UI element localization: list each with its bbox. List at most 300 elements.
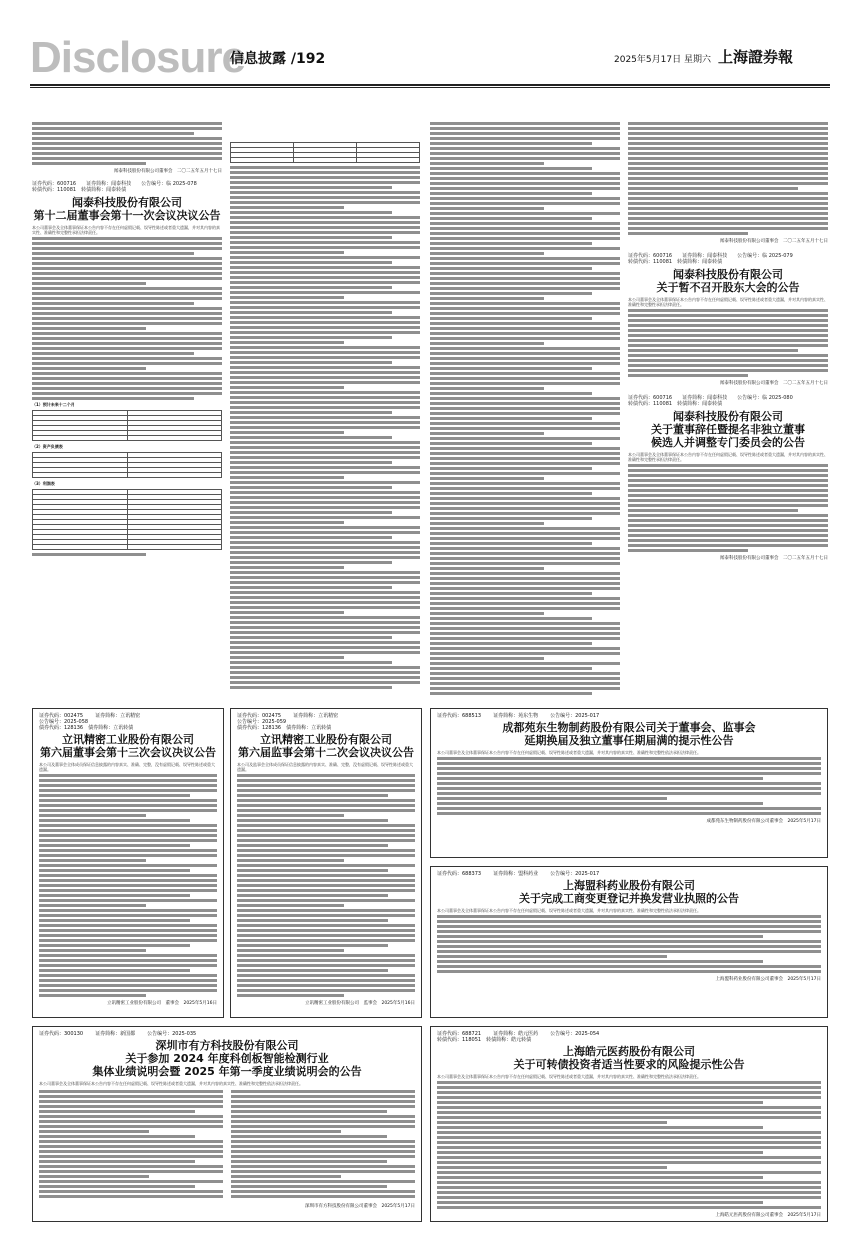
text-line bbox=[430, 587, 620, 590]
signature: 上海盟科药业股份有限公司董事会 2025年5月17日 bbox=[715, 977, 821, 982]
text-line bbox=[230, 521, 344, 524]
text-line bbox=[39, 1130, 149, 1133]
text-line bbox=[39, 1115, 223, 1118]
text-line bbox=[230, 291, 420, 294]
text-line bbox=[230, 346, 420, 349]
text-line bbox=[430, 212, 620, 215]
text-line bbox=[430, 612, 544, 615]
text-line bbox=[430, 372, 620, 375]
text-line bbox=[430, 282, 620, 285]
text-line bbox=[39, 844, 190, 847]
text-line bbox=[430, 537, 620, 540]
signature: 闻泰科技股份有限公司董事会 二〇二五年五月十七日 bbox=[720, 239, 828, 244]
text-line bbox=[430, 477, 544, 480]
text-line bbox=[39, 859, 146, 862]
text-line bbox=[39, 794, 190, 797]
text-line bbox=[437, 1146, 821, 1149]
headline: 成都苑东生物制药股份有限公司关于董事会、监事会 延期换届及独立董事任期届满的提示性公告 bbox=[502, 721, 756, 747]
text-line bbox=[430, 317, 592, 320]
text-line bbox=[430, 592, 592, 595]
text-line bbox=[237, 949, 344, 952]
text-line bbox=[430, 557, 620, 560]
text-line bbox=[230, 681, 420, 684]
text-line bbox=[231, 1170, 415, 1173]
text-line bbox=[230, 166, 420, 169]
text-line bbox=[237, 839, 415, 842]
signature: 上海皓元医药股份有限公司董事会 2025年5月17日 bbox=[715, 1213, 821, 1218]
issue-date: 2025年5月17日 星期六 bbox=[614, 55, 711, 65]
text-line bbox=[39, 989, 217, 992]
text-line bbox=[430, 377, 620, 380]
text-line bbox=[437, 1081, 821, 1084]
text-line bbox=[430, 672, 620, 675]
text-line bbox=[430, 582, 620, 585]
text-line bbox=[230, 566, 344, 569]
table-caption: （1）预计未来十二个月 bbox=[32, 402, 75, 407]
text-line bbox=[430, 552, 620, 555]
text-line bbox=[430, 422, 620, 425]
text-line bbox=[230, 406, 420, 409]
text-line bbox=[231, 1155, 415, 1158]
text-line bbox=[230, 491, 420, 494]
headline: 闻泰科技股份有限公司 关于董事辞任暨提名非独立董事 候选人并调整专门委员会的公告 bbox=[651, 410, 805, 449]
text-line bbox=[430, 252, 544, 255]
signature: 闻泰科技股份有限公司董事会 二〇二五年五月十七日 bbox=[114, 169, 222, 174]
text-line bbox=[231, 1165, 415, 1168]
text-line bbox=[231, 1180, 415, 1183]
text-line bbox=[230, 676, 420, 679]
text-line bbox=[231, 1120, 415, 1123]
table-caption: （2）资产负债表 bbox=[32, 444, 63, 449]
stock-codes: 证券代码：688373 证券简称：盟科药业 公告编号：2025-017 bbox=[437, 871, 600, 877]
text-line bbox=[437, 1191, 821, 1194]
text-line bbox=[39, 774, 217, 777]
text-line bbox=[437, 1201, 763, 1204]
text-line bbox=[39, 964, 217, 967]
text-line bbox=[430, 332, 620, 335]
text-line bbox=[430, 312, 620, 315]
text-line bbox=[230, 391, 420, 394]
announcement-wingtech-board-resolution bbox=[32, 120, 222, 700]
signature: 立讯精密工业股份有限公司 董事会 2025年5月16日 bbox=[106, 1001, 217, 1006]
text-line bbox=[437, 1111, 821, 1114]
text-line bbox=[430, 692, 592, 695]
text-line bbox=[230, 231, 420, 234]
text-line bbox=[39, 919, 190, 922]
text-line bbox=[430, 437, 620, 440]
text-line bbox=[437, 757, 821, 760]
text-line bbox=[430, 572, 620, 575]
text-line bbox=[230, 451, 420, 454]
text-line bbox=[237, 849, 415, 852]
text-line bbox=[39, 789, 217, 792]
text-line bbox=[430, 152, 620, 155]
text-line bbox=[437, 1091, 821, 1094]
text-line bbox=[437, 1206, 821, 1209]
text-line bbox=[39, 939, 217, 942]
text-line bbox=[430, 547, 620, 550]
text-line bbox=[39, 1180, 223, 1183]
text-line bbox=[230, 546, 420, 549]
text-line bbox=[437, 1086, 821, 1089]
text-line bbox=[230, 561, 392, 564]
text-line bbox=[437, 1171, 821, 1174]
brand-logo: Disclosure bbox=[30, 33, 245, 82]
headline: 闻泰科技股份有限公司 第十二届董事会第十一次会议决议公告 bbox=[33, 196, 221, 222]
text-line bbox=[430, 157, 620, 160]
text-line bbox=[437, 1176, 763, 1179]
text-line bbox=[39, 784, 217, 787]
text-line bbox=[39, 1150, 223, 1153]
text-line bbox=[39, 979, 217, 982]
stock-codes: 证券代码：300130 证券简称：新国都 公告编号：2025-035 bbox=[39, 1031, 197, 1037]
text-line bbox=[230, 186, 392, 189]
text-line bbox=[430, 517, 592, 520]
text-line bbox=[39, 944, 190, 947]
text-line bbox=[430, 352, 620, 355]
text-line bbox=[430, 507, 620, 510]
stock-codes: 证券代码：002475 证券简称：立讯精密 公告编号：2025-059 债券代码：128136 债券简称：立讯转债 bbox=[237, 713, 339, 731]
text-line bbox=[430, 297, 544, 300]
text-line bbox=[430, 392, 592, 395]
text-line bbox=[237, 869, 388, 872]
text-line bbox=[230, 526, 420, 529]
text-line bbox=[230, 611, 344, 614]
text-line bbox=[430, 432, 544, 435]
text-line bbox=[39, 1175, 149, 1178]
text-line bbox=[430, 127, 620, 130]
text-line bbox=[430, 522, 544, 525]
text-line bbox=[430, 502, 620, 505]
text-line bbox=[237, 909, 415, 912]
board-notice: 本公司董事会及全体董事保证本公告内容不存在任何虚假记载、误导性陈述或者重大遗漏，并对其内容的真实性、准确性和完整性依法承担法律责任。 bbox=[437, 908, 701, 913]
text-line bbox=[237, 804, 415, 807]
text-line bbox=[39, 1155, 223, 1158]
text-line bbox=[430, 412, 620, 415]
text-line bbox=[430, 242, 592, 245]
text-line bbox=[39, 984, 217, 987]
board-notice: 本公司董事会及全体董事保证本公告内容不存在任何虚假记载、误导性陈述或者重大遗漏，并对其内容的真实性、准确性和完整性承担法律责任。 bbox=[628, 452, 828, 462]
text-line bbox=[430, 647, 620, 650]
text-line bbox=[231, 1110, 387, 1113]
text-line bbox=[437, 1101, 763, 1104]
text-line bbox=[39, 1120, 223, 1123]
text-line bbox=[430, 347, 620, 350]
text-line bbox=[230, 206, 344, 209]
text-line bbox=[430, 397, 620, 400]
text-line bbox=[430, 322, 620, 325]
text-line bbox=[430, 247, 620, 250]
text-line bbox=[437, 965, 821, 968]
text-line bbox=[230, 341, 344, 344]
text-line bbox=[237, 934, 415, 937]
signature: 闻泰科技股份有限公司董事会 二〇二五年五月十七日 bbox=[720, 381, 828, 386]
paper-name: 上海證券報 bbox=[718, 48, 794, 66]
text-line bbox=[39, 1165, 223, 1168]
text-line bbox=[437, 1151, 763, 1154]
text-line bbox=[430, 327, 620, 330]
body-text bbox=[32, 122, 222, 165]
text-line bbox=[230, 581, 420, 584]
text-line bbox=[237, 824, 415, 827]
text-line bbox=[230, 251, 344, 254]
text-line bbox=[237, 959, 415, 962]
text-line bbox=[437, 960, 763, 963]
text-line bbox=[430, 617, 592, 620]
headline: 闻泰科技股份有限公司 关于暂不召开股东大会的公告 bbox=[656, 268, 800, 294]
board-notice: 本公司董事会及全体董事保证本公告内容不存在任何虚假记载、误导性陈述或者重大遗漏，并对其内容的真实性、准确性和完整性依法承担法律责任。 bbox=[39, 1081, 303, 1086]
text-line bbox=[430, 577, 620, 580]
text-line bbox=[231, 1190, 415, 1193]
text-line bbox=[39, 819, 190, 822]
text-line bbox=[230, 396, 420, 399]
text-line bbox=[430, 677, 620, 680]
text-line bbox=[437, 802, 763, 805]
text-line bbox=[430, 232, 620, 235]
text-line bbox=[230, 401, 420, 404]
board-notice: 本公司董事会及全体董事保证本公告内容不存在任何虚假记载、误导性陈述或者重大遗漏，并对其内容的真实性、准确性和完整性依法承担法律责任。 bbox=[437, 1074, 701, 1079]
text-line bbox=[437, 1136, 821, 1139]
text-line bbox=[230, 461, 392, 464]
text-line bbox=[230, 176, 420, 179]
signature: 深圳市有方科技股份有限公司董事会 2025年5月17日 bbox=[304, 1204, 415, 1209]
text-line bbox=[430, 467, 592, 470]
board-notice: 本公司董事会及全体董事保证本公告内容不存在任何虚假记载、误导性陈述或者重大遗漏，并对其内容的真实性、准确性和完整性承担法律责任。 bbox=[32, 225, 220, 235]
text-line bbox=[430, 182, 620, 185]
text-line bbox=[237, 844, 388, 847]
text-line bbox=[430, 272, 620, 275]
text-line bbox=[230, 591, 420, 594]
text-line bbox=[237, 969, 388, 972]
text-line bbox=[237, 929, 415, 932]
text-line bbox=[39, 1100, 223, 1103]
text-line bbox=[230, 596, 420, 599]
text-line bbox=[430, 187, 620, 190]
text-line bbox=[230, 576, 420, 579]
text-line bbox=[230, 531, 420, 534]
text-line bbox=[437, 920, 821, 923]
text-line bbox=[230, 411, 392, 414]
text-line bbox=[39, 1125, 223, 1128]
text-line bbox=[231, 1140, 415, 1143]
text-line bbox=[237, 974, 415, 977]
text-line bbox=[237, 979, 415, 982]
text-line bbox=[230, 216, 420, 219]
text-line bbox=[430, 307, 620, 310]
text-line bbox=[230, 301, 420, 304]
text-line bbox=[430, 632, 620, 635]
text-line bbox=[430, 492, 592, 495]
text-line bbox=[230, 606, 420, 609]
text-line bbox=[230, 326, 420, 329]
text-line bbox=[237, 994, 344, 997]
text-line bbox=[430, 597, 620, 600]
text-line bbox=[430, 197, 620, 200]
text-line bbox=[437, 1156, 821, 1159]
text-line bbox=[39, 1110, 195, 1113]
text-line bbox=[230, 441, 420, 444]
text-line bbox=[230, 331, 420, 334]
text-line bbox=[437, 1121, 667, 1124]
headline: 立讯精密工业股份有限公司 第六届监事会第十二次会议决议公告 bbox=[238, 733, 414, 759]
text-line bbox=[230, 466, 420, 469]
text-line bbox=[230, 426, 420, 429]
text-line bbox=[430, 132, 620, 135]
text-line bbox=[237, 989, 415, 992]
text-line bbox=[430, 177, 620, 180]
text-line bbox=[39, 899, 217, 902]
text-line bbox=[430, 262, 620, 265]
text-line bbox=[39, 869, 190, 872]
text-line bbox=[39, 889, 217, 892]
text-line bbox=[39, 929, 217, 932]
text-line bbox=[237, 859, 344, 862]
text-line bbox=[230, 501, 420, 504]
text-line bbox=[231, 1195, 415, 1198]
text-line bbox=[231, 1100, 415, 1103]
text-line bbox=[39, 779, 217, 782]
text-line bbox=[230, 316, 420, 319]
text-line bbox=[231, 1105, 415, 1108]
stock-codes: 证券代码：600716 证券简称：闻泰科技 公告编号：临 2025-080 转债代码：110081 转债简称：闻泰转债 bbox=[628, 395, 793, 407]
text-line bbox=[430, 542, 592, 545]
text-line bbox=[39, 809, 217, 812]
text-line bbox=[430, 267, 592, 270]
text-line bbox=[39, 924, 217, 927]
text-line bbox=[437, 1196, 821, 1199]
text-line bbox=[430, 427, 620, 430]
text-line bbox=[430, 162, 544, 165]
board-notice: 本公司董事会及全体董事保证本公告内容不存在任何虚假记载、误导性陈述或者重大遗漏，并对其内容的真实性、准确性和完整性承担法律责任。 bbox=[628, 297, 828, 307]
text-line bbox=[430, 337, 620, 340]
text-line bbox=[430, 457, 620, 460]
text-line bbox=[230, 226, 420, 229]
text-line bbox=[430, 447, 620, 450]
text-line bbox=[237, 854, 415, 857]
text-line bbox=[430, 662, 620, 665]
text-line bbox=[437, 767, 821, 770]
text-line bbox=[430, 562, 620, 565]
text-line bbox=[230, 201, 420, 204]
text-line bbox=[230, 276, 420, 279]
text-line bbox=[430, 417, 592, 420]
text-line bbox=[430, 192, 592, 195]
text-line bbox=[39, 1105, 223, 1108]
text-line bbox=[430, 287, 620, 290]
text-line bbox=[39, 904, 146, 907]
headline: 上海皓元医药股份有限公司 关于可转债投资者适当性要求的风险提示性公告 bbox=[513, 1045, 745, 1071]
text-line bbox=[430, 622, 620, 625]
text-line bbox=[39, 874, 217, 877]
text-line bbox=[230, 241, 420, 244]
text-line bbox=[437, 1186, 821, 1189]
text-line bbox=[230, 486, 392, 489]
masthead bbox=[30, 32, 830, 82]
text-line bbox=[230, 456, 420, 459]
text-line bbox=[39, 934, 217, 937]
text-line bbox=[430, 137, 620, 140]
text-line bbox=[39, 894, 190, 897]
text-line bbox=[430, 482, 620, 485]
text-line bbox=[430, 142, 592, 145]
text-line bbox=[430, 407, 620, 410]
text-line bbox=[237, 829, 415, 832]
text-line bbox=[430, 652, 620, 655]
text-line bbox=[437, 1161, 821, 1164]
text-line bbox=[39, 839, 217, 842]
text-line bbox=[230, 321, 420, 324]
text-line bbox=[430, 497, 620, 500]
text-line bbox=[430, 532, 620, 535]
text-line bbox=[231, 1135, 387, 1138]
announcement-mengke bbox=[430, 866, 828, 1018]
text-line bbox=[39, 834, 217, 837]
text-line bbox=[230, 261, 392, 264]
text-line bbox=[230, 296, 344, 299]
text-line bbox=[237, 874, 415, 877]
text-line bbox=[39, 949, 146, 952]
text-line bbox=[237, 789, 415, 792]
text-line bbox=[237, 889, 415, 892]
text-line bbox=[39, 1145, 223, 1148]
stock-codes: 证券代码：688721 证券简称：皓元医药 公告编号：2025-054 转债代码：118051 转债简称：皓元转债 bbox=[437, 1031, 600, 1043]
stock-codes: 证券代码：600716 证券简称：闻泰科技 公告编号：临 2025-079 转债代码：110081 转债简称：闻泰转债 bbox=[628, 253, 793, 265]
text-line bbox=[231, 1090, 415, 1093]
text-line bbox=[39, 829, 217, 832]
text-line bbox=[237, 924, 415, 927]
text-line bbox=[437, 1126, 763, 1129]
text-line bbox=[437, 782, 821, 785]
text-line bbox=[437, 940, 821, 943]
text-line bbox=[230, 386, 344, 389]
announcement-luxshare-board bbox=[32, 708, 224, 1018]
text-line bbox=[230, 686, 392, 689]
signature: 立讯精密工业股份有限公司 监事会 2025年5月16日 bbox=[304, 1001, 415, 1006]
text-line bbox=[237, 814, 344, 817]
text-line bbox=[230, 171, 420, 174]
text-line bbox=[39, 959, 217, 962]
text-line bbox=[39, 1095, 223, 1098]
text-line bbox=[430, 442, 592, 445]
text-line bbox=[430, 222, 620, 225]
text-line bbox=[437, 1096, 821, 1099]
body-text bbox=[32, 237, 222, 400]
text-line bbox=[230, 536, 392, 539]
text-line bbox=[39, 994, 146, 997]
text-line bbox=[230, 666, 420, 669]
data-table bbox=[32, 410, 222, 441]
text-line bbox=[230, 306, 420, 309]
header-rule-thin bbox=[30, 87, 830, 88]
text-line bbox=[230, 656, 344, 659]
text-line bbox=[430, 357, 620, 360]
text-line bbox=[237, 944, 388, 947]
text-line bbox=[230, 336, 392, 339]
text-line bbox=[437, 955, 667, 958]
text-line bbox=[430, 237, 620, 240]
text-line bbox=[230, 421, 420, 424]
text-line bbox=[437, 1181, 821, 1184]
section-title: 信息披露 /192 bbox=[230, 51, 326, 67]
board-notice: 本公司及董事会全体成员保证信息披露的内容真实、准确、完整，没有虚假记载、误导性陈述或重大遗漏。 bbox=[39, 762, 215, 772]
text-line bbox=[230, 476, 344, 479]
text-line bbox=[230, 601, 420, 604]
text-line bbox=[39, 854, 217, 857]
text-line bbox=[230, 661, 392, 664]
text-line bbox=[230, 511, 392, 514]
text-line bbox=[39, 1185, 195, 1188]
text-line bbox=[430, 172, 620, 175]
